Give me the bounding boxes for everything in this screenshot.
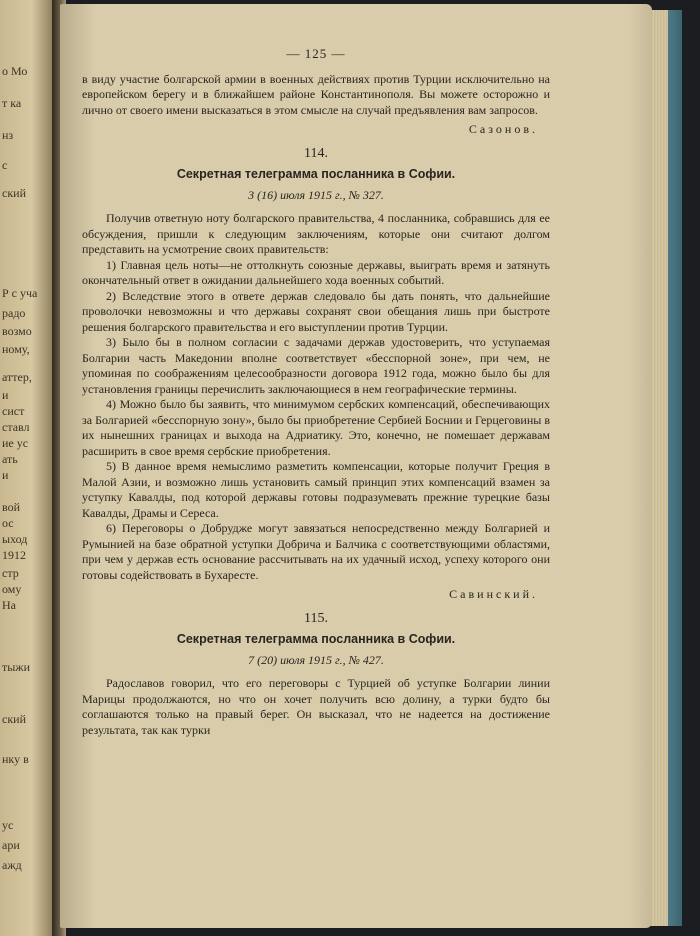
book-cover-edge (668, 10, 682, 926)
document-signature: Савинский. (449, 587, 538, 601)
paragraph: Радославов говорил, что его переговоры с Турцией об уступке Болгарии линии Марицы продолжаются, но что он хочет получить всю долину, а турки будто бы соглашаются только на правый берег. Он высказал, что не надеется на достижение результата, так как турки (82, 676, 550, 737)
paragraph: 1) Главная цель ноты—не оттолкнуть союзные державы, выиграть время и затянуть окончательный ответ в ожидании дальнейшего хода военных событий. (82, 257, 550, 287)
left-page-fragment: вой (2, 500, 21, 514)
left-page-fragment: ие ус (2, 436, 29, 450)
page-number: — 125 — (286, 46, 346, 61)
left-page-fragment: и (2, 388, 9, 402)
document-title: Секретная телеграмма посланника в Софии. (176, 632, 456, 646)
left-page-fragment: ари (2, 838, 20, 852)
left-page-fragment: ажд (2, 858, 22, 872)
left-page-fragment: Р с уча (2, 286, 38, 300)
paragraph: 5) В данное время немыслимо разметить компенсации, которые получит Греция в Малой Азии, и возможно лишь установить самый принцип этих компенсаций взамен за уступку Кавалды, под которой державы готовы подразумевать прежние турецкие базы Кавалды, Драмы и Сереса. (82, 459, 550, 520)
document-date: 3 (16) июля 1915 г., № 327. (248, 187, 384, 202)
left-page-fragment: ыход (2, 532, 28, 546)
left-page-fragment: ному, (2, 342, 30, 356)
page-content (82, 46, 550, 738)
left-page-fragment: ский (2, 712, 26, 726)
paragraph: 6) Переговоры о Добрудже могут завязаться непосредственно между Болгарией и Румынией на базе обратной уступки Добрича и Балчика с соответствующими областями, при чем у держав есть основание рассчитывать на их удачный исход, успеху которого они готовы содействовать в Бухаресте. (82, 521, 550, 582)
left-page-fragment: радо (2, 306, 26, 320)
left-page-fragment: 1912 (2, 548, 26, 562)
left-page-fragment: ус (2, 818, 14, 832)
left-page-fragment: с (2, 158, 8, 172)
intro-paragraph: в виду участие болгарской армии в военных действиях против Турции исключительно на европейском берегу и в ближайшем районе Константинополя. Вы можете осторожно и лично от своего имени высказаться в этом смысле на случай предъявления вам запросов. (82, 71, 550, 117)
left-page-fragment: нку в (2, 752, 29, 766)
left-page-fragment: нз (2, 128, 14, 142)
left-page-fragment: ставл (2, 420, 30, 434)
paragraph: 2) Вследствие этого в ответе держав следовало бы дать понять, что дальнейшие проволочки невозможны и что державы сохранят свои обещания лишь при быстроте решения болгарского правительства и его выступлении против Турции. (82, 288, 550, 334)
paragraph: Получив ответную ноту болгарского правительства, 4 посланника, собравшись для ее обсуждения, пришли к следующим заключениям, которые они считают долгом представить на усмотрение своих правительств: (82, 211, 550, 256)
paragraph: 3) Было бы в полном согласии с задачами держав удостоверить, что уступаемая Болгарии часть Македонии вполне соответствует «бесспорной зоне», при чем, не упоминая по соображениям целесообразности договора 1912 года, можно было бы для установления границы перечислить заключающиеся в нем географические термины. (82, 335, 550, 396)
paragraph: 4) Можно было бы заявить, что минимумом сербских компенсаций, обеспечивающих за Болгарией «бесспорную зону», было бы приобретение Сербией Боснии и Герцеговины в их нынешних границах и выхода на Адриатику. Это, конечно, не помешает державам расширить в свое время сербские приобретения. (82, 397, 550, 458)
left-page-fragment: тыжи (2, 660, 31, 674)
intro-signature: Сазонов. (468, 122, 538, 136)
left-page-fragment: и (2, 468, 9, 482)
left-page (0, 0, 58, 936)
left-page-fragment: стр (2, 566, 19, 580)
document-number: 114. (304, 145, 328, 161)
left-page-fragment: ос (2, 516, 14, 530)
document-date: 7 (20) июля 1915 г., № 427. (248, 652, 384, 667)
left-page-fragment: ский (2, 186, 26, 200)
left-page-fragment: аттер, (2, 370, 32, 384)
left-page-fragment: т ка (2, 96, 22, 110)
left-page-fragment: сист (2, 404, 25, 418)
left-page-fragment: возмо (2, 324, 32, 338)
document-title: Секретная телеграмма посланника в Софии. (176, 167, 456, 181)
left-page-fragment: о Мо (2, 64, 28, 78)
document-number: 115. (304, 610, 328, 626)
left-page-fragment: ому (2, 582, 22, 596)
left-page-fragment: ать (2, 452, 18, 466)
left-page-fragment: На (2, 598, 16, 612)
